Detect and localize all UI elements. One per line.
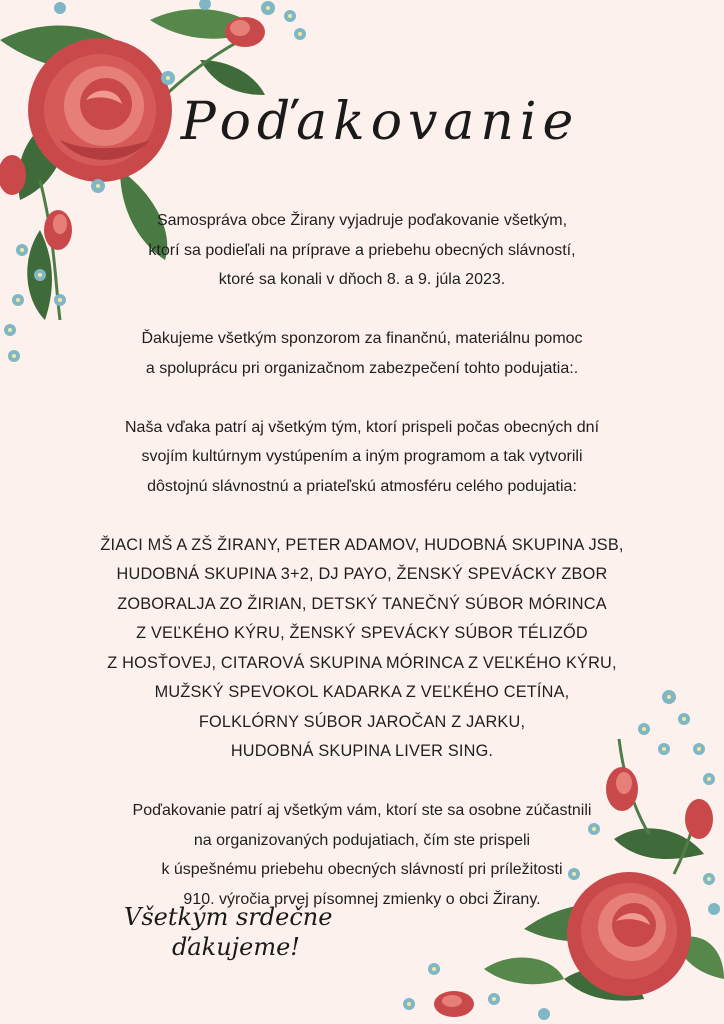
text-line: a spoluprácu pri organizačnom zabezpečení tohto podujatia:. (145, 359, 579, 377)
closing-line: ďakujeme! (172, 933, 300, 961)
text-line: na organizovaných podujatiach, čím ste prispeli (193, 831, 531, 849)
text-line: Poďakovanie patrí aj všetkým vám, ktorí ste sa osobne zúčastnili (132, 802, 592, 819)
text-line: k úspešnému priebehu obecných slávností pri príležitosti (161, 861, 563, 878)
text-line: dôstojnú slávnostnú a priateľskú atmosféru celého podujatia: (147, 477, 577, 495)
paragraph-performers-intro (60, 413, 664, 502)
page-title: Poďakovanie (180, 92, 580, 152)
performer-line: ZOBORALJA ZO ŽIRIAN, DETSKÝ TANEČNÝ SÚBOR MÓRINCA (117, 594, 607, 613)
paragraph-attendees (60, 796, 664, 914)
performer-line: HUDOBNÁ SKUPINA LIVER SING. (230, 742, 494, 760)
text-line: svojím kultúrnym vystúpením a iným programom a tak vytvorili (141, 448, 583, 465)
text-line: Samospráva obce Žirany vyjadruje poďakovanie všetkým, (156, 212, 568, 229)
closing-signature (118, 902, 378, 962)
performer-line: HUDOBNÁ SKUPINA 3+2, DJ PAYO, ŽENSKÝ SPEVÁCKY ZBOR (116, 565, 608, 583)
performer-line: ŽIACI MŠ A ZŠ ŽIRANY, PETER ADAMOV, HUDOBNÁ SKUPINA JSB, (100, 535, 624, 554)
paragraph-intro (60, 206, 664, 295)
closing-line: Všetkým srdečne (124, 903, 333, 931)
text-line: ktoré sa konali v dňoch 8. a 9. júla 2023. (218, 271, 506, 288)
performer-line: MUŽSKÝ SPEVOKOL KADARKA Z VEĽKÉHO CETÍNA, (154, 683, 570, 701)
performer-line: Z VEĽKÉHO KÝRU, ŽENSKÝ SPEVÁCKY SÚBOR TÉLIZŐD (136, 624, 588, 642)
text-line: ktorí sa podieľali na príprave a priebehu obecných slávností, (148, 241, 576, 259)
text-line: Naša vďaka patrí aj všetkým tým, ktorí prispeli počas obecných dní (124, 418, 600, 436)
text-line: 910. výročia prvej písomnej zmienky o obci Žirany. (183, 890, 541, 908)
performer-line: FOLKLÓRNY SÚBOR JAROČAN Z JARKU, (198, 712, 526, 731)
paragraph-sponsors (60, 324, 664, 383)
performer-line: Z HOSŤOVEJ, CITAROVÁ SKUPINA MÓRINCA Z VEĽKÉHO KÝRU, (107, 653, 617, 672)
thank-you-text (60, 206, 664, 914)
text-line: Ďakujeme všetkým sponzorom za finančnú, materiálnu pomoc (141, 330, 583, 347)
paragraph-performers-list (60, 531, 664, 767)
